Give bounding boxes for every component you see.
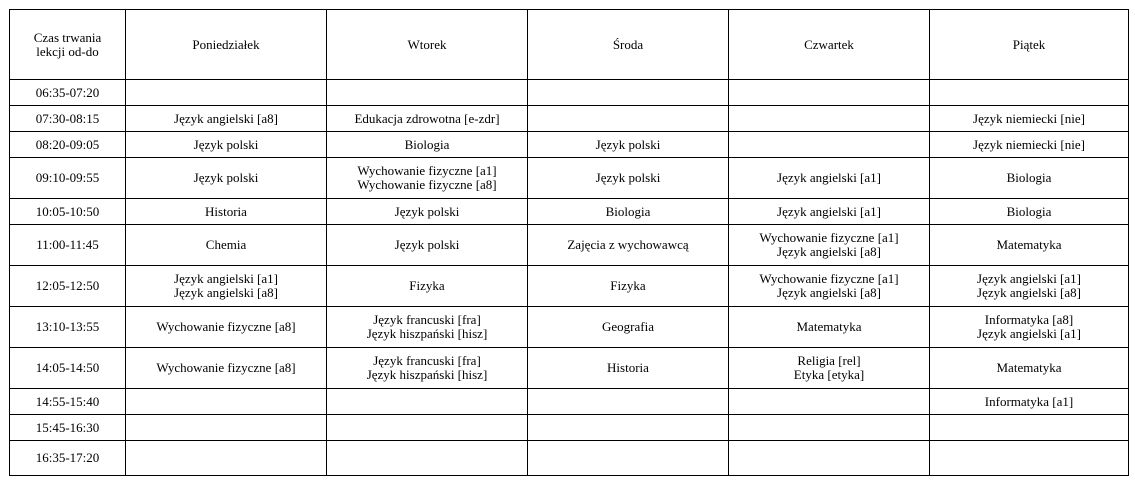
lesson-entry: Język angielski [a8]	[777, 244, 881, 259]
lesson-entry: Język angielski [a8]	[777, 285, 881, 300]
lesson-cell-friday	[930, 389, 1129, 415]
lesson-entry: Matematyka	[796, 319, 862, 334]
time-column-header: Czas trwania lekcji od-do	[10, 10, 126, 80]
lesson-entry: Zajęcia z wychowawcą	[567, 237, 689, 252]
lesson-cell-friday	[930, 158, 1129, 199]
lesson-cell-tuesday	[327, 348, 528, 389]
lesson-cell-thursday	[729, 132, 930, 158]
lesson-entry: Informatyka [a1]	[984, 393, 1074, 409]
lesson-entry: Język angielski [a1]	[777, 170, 881, 185]
day-header-wednesday: Środa	[528, 10, 729, 80]
lesson-cell-wednesday	[528, 348, 729, 389]
lesson-entry: Wychowanie fizyczne [a8]	[156, 319, 296, 334]
lesson-entry: Język niemiecki [nie]	[973, 110, 1085, 126]
lesson-cell-thursday	[729, 158, 930, 199]
lesson-cell-monday	[126, 106, 327, 132]
lesson-entry: Wychowanie fizyczne [a8]	[357, 177, 497, 192]
lesson-cell-thursday	[729, 106, 930, 132]
lesson-cell-monday	[126, 348, 327, 389]
lesson-cell-thursday	[729, 199, 930, 225]
table-row	[10, 307, 1129, 348]
lesson-cell-friday	[930, 415, 1129, 441]
lesson-entry: Chemia	[205, 237, 247, 252]
lesson-cell-thursday	[729, 225, 930, 266]
lesson-cell-monday	[126, 158, 327, 199]
table-row	[10, 389, 1129, 415]
table-row	[10, 132, 1129, 158]
day-header-thursday: Czwartek	[729, 10, 930, 80]
lesson-cell-wednesday	[528, 80, 729, 106]
lesson-entry: Język polski	[394, 237, 460, 252]
lesson-entry: Fizyka	[409, 278, 445, 293]
lesson-cell-tuesday	[327, 158, 528, 199]
lesson-cell-monday	[126, 389, 327, 415]
lesson-cell-friday	[930, 266, 1129, 307]
lesson-entry: Etyka [etyka]	[793, 367, 865, 382]
lesson-cell-friday	[930, 80, 1129, 106]
lesson-cell-wednesday	[528, 199, 729, 225]
lesson-entry: Biologia	[1006, 203, 1052, 219]
lesson-cell-monday	[126, 307, 327, 348]
lesson-time: 09:10-09:55	[10, 158, 126, 199]
table-row	[10, 106, 1129, 132]
lesson-cell-monday	[126, 266, 327, 307]
lesson-cell-wednesday	[528, 307, 729, 348]
lesson-entry: Informatyka [a8]	[984, 312, 1074, 327]
lesson-time: 12:05-12:50	[10, 266, 126, 307]
lesson-entry: Wychowanie fizyczne [a1]	[759, 230, 899, 245]
lesson-cell-wednesday	[528, 266, 729, 307]
lesson-cell-friday	[930, 106, 1129, 132]
lesson-entry: Język hiszpański [hisz]	[366, 367, 488, 382]
lesson-entry: Język angielski [a8]	[174, 110, 278, 126]
table-row	[10, 415, 1129, 441]
lesson-cell-thursday	[729, 80, 930, 106]
lesson-cell-tuesday	[327, 132, 528, 158]
lesson-cell-thursday	[729, 389, 930, 415]
lesson-entry: Język francuski [fra]	[373, 312, 481, 327]
lesson-cell-friday	[930, 441, 1129, 476]
lesson-entry: Matematyka	[996, 360, 1062, 375]
lesson-time: 14:05-14:50	[10, 348, 126, 389]
lesson-entry: Biologia	[404, 136, 450, 152]
lesson-cell-tuesday	[327, 415, 528, 441]
lesson-entry: Religia [rel]	[797, 353, 861, 368]
lesson-entry: Historia	[607, 360, 649, 375]
lesson-cell-friday	[930, 307, 1129, 348]
lesson-entry: Biologia	[605, 203, 651, 219]
lesson-cell-tuesday	[327, 441, 528, 476]
timetable	[9, 9, 1129, 476]
lesson-cell-wednesday	[528, 106, 729, 132]
table-row	[10, 158, 1129, 199]
lesson-cell-wednesday	[528, 389, 729, 415]
lesson-cell-wednesday	[528, 158, 729, 199]
day-header-friday: Piątek	[930, 10, 1129, 80]
lesson-entry: Fizyka	[610, 278, 646, 293]
lesson-cell-thursday	[729, 415, 930, 441]
lesson-entry: Wychowanie fizyczne [a8]	[156, 360, 296, 375]
lesson-time: 11:00-11:45	[10, 225, 126, 266]
table-row	[10, 441, 1129, 476]
lesson-cell-thursday	[729, 441, 930, 476]
lesson-entry: Język angielski [a1]	[977, 326, 1081, 341]
lesson-time: 13:10-13:55	[10, 307, 126, 348]
day-header-tuesday: Wtorek	[327, 10, 528, 80]
lesson-time: 07:30-08:15	[10, 106, 126, 132]
lesson-entry: Wychowanie fizyczne [a1]	[759, 271, 899, 286]
lesson-entry: Język polski	[394, 203, 460, 219]
table-row	[10, 266, 1129, 307]
lesson-entry: Język hiszpański [hisz]	[366, 326, 488, 341]
lesson-entry: Edukacja zdrowotna [e-zdr]	[354, 110, 500, 126]
lesson-cell-monday	[126, 415, 327, 441]
lesson-entry: Język niemiecki [nie]	[973, 136, 1085, 152]
lesson-time: 15:45-16:30	[10, 415, 126, 441]
lesson-entry: Język angielski [a1]	[977, 271, 1081, 286]
lesson-entry: Geografia	[602, 319, 654, 334]
day-header-monday: Poniedziałek	[126, 10, 327, 80]
timetable-body	[10, 80, 1129, 476]
lesson-cell-monday	[126, 199, 327, 225]
lesson-cell-tuesday	[327, 307, 528, 348]
lesson-cell-tuesday	[327, 389, 528, 415]
lesson-cell-thursday	[729, 307, 930, 348]
lesson-entry: Język angielski [a8]	[174, 285, 278, 300]
lesson-entry: Język polski	[595, 136, 661, 152]
lesson-cell-wednesday	[528, 415, 729, 441]
lesson-cell-tuesday	[327, 266, 528, 307]
lesson-entry: Język francuski [fra]	[373, 353, 481, 368]
lesson-time: 10:05-10:50	[10, 199, 126, 225]
lesson-entry: Język angielski [a1]	[174, 271, 278, 286]
lesson-cell-friday	[930, 199, 1129, 225]
lesson-entry: Język angielski [a1]	[777, 203, 881, 219]
lesson-entry: Język polski	[595, 170, 661, 185]
lesson-cell-monday	[126, 132, 327, 158]
lesson-cell-monday	[126, 80, 327, 106]
lesson-time: 08:20-09:05	[10, 132, 126, 158]
lesson-entry: Wychowanie fizyczne [a1]	[357, 163, 497, 178]
lesson-cell-wednesday	[528, 441, 729, 476]
lesson-cell-thursday	[729, 266, 930, 307]
table-row	[10, 199, 1129, 225]
lesson-time: 14:55-15:40	[10, 389, 126, 415]
lesson-cell-wednesday	[528, 225, 729, 266]
lesson-cell-thursday	[729, 348, 930, 389]
table-row	[10, 225, 1129, 266]
lesson-cell-monday	[126, 441, 327, 476]
lesson-entry: Matematyka	[996, 237, 1062, 252]
lesson-cell-tuesday	[327, 199, 528, 225]
table-row	[10, 80, 1129, 106]
lesson-cell-friday	[930, 132, 1129, 158]
header-row	[10, 10, 1129, 80]
lesson-cell-tuesday	[327, 225, 528, 266]
lesson-time: 06:35-07:20	[10, 80, 126, 106]
lesson-time: 16:35-17:20	[10, 441, 126, 476]
lesson-entry: Język polski	[193, 170, 259, 185]
lesson-cell-monday	[126, 225, 327, 266]
lesson-entry: Język polski	[193, 136, 259, 152]
lesson-entry: Język angielski [a8]	[977, 285, 1081, 300]
table-row	[10, 348, 1129, 389]
lesson-cell-wednesday	[528, 132, 729, 158]
lesson-cell-friday	[930, 225, 1129, 266]
lesson-entry: Historia	[205, 203, 247, 219]
lesson-cell-tuesday	[327, 106, 528, 132]
lesson-cell-tuesday	[327, 80, 528, 106]
lesson-cell-friday	[930, 348, 1129, 389]
lesson-entry: Biologia	[1006, 170, 1052, 185]
